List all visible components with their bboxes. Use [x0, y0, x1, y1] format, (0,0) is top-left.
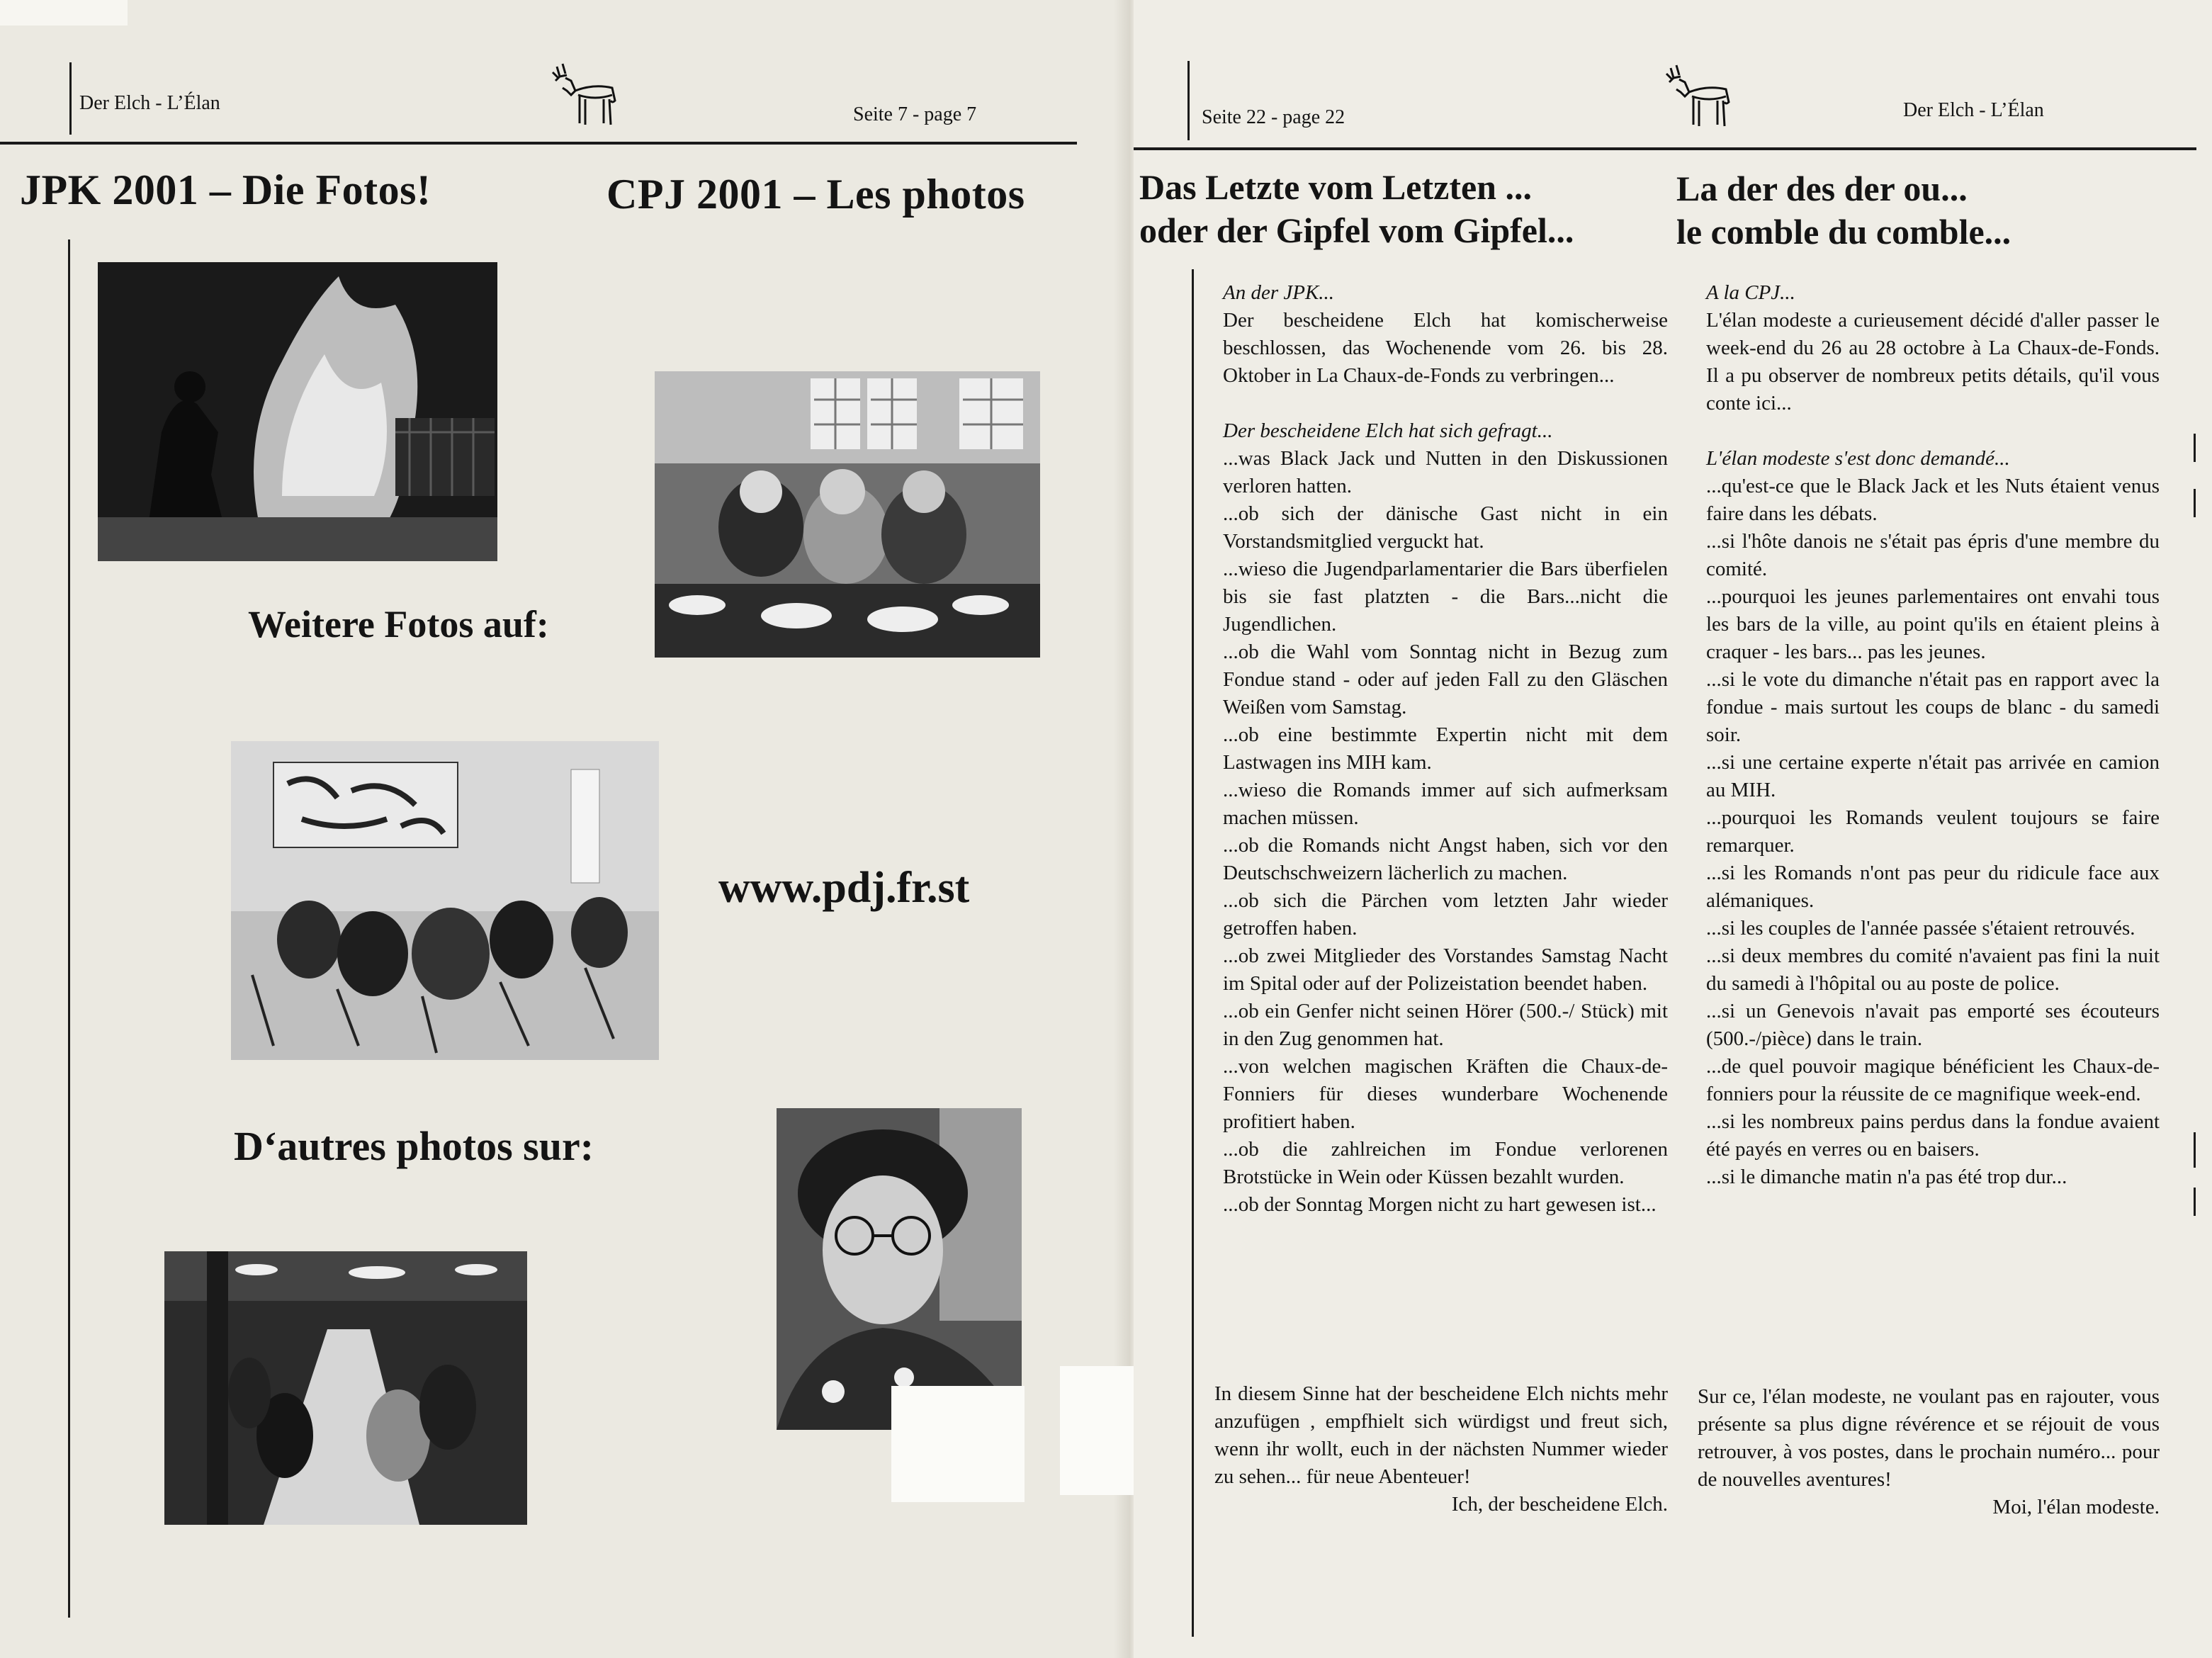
french-subheading: A la CPJ...	[1706, 281, 1795, 304]
closing-german-text: In diesem Sinne hat der bescheidene Elch nichts mehr anzufügen , empfhielt sich würdigst und freut sich, wenn ihr wollt, euch in der nächsten Nummer wieder zu sehen... für neue Abenteuer!	[1214, 1382, 1668, 1488]
header-divider-right	[1187, 61, 1190, 140]
title-french	[1676, 167, 2011, 254]
title-german: JPK 2001 – Die Fotos!	[20, 167, 431, 213]
french-paragraph: ...si le dimanche matin n'a pas été trop dur...	[1706, 1166, 2067, 1188]
german-paragraph: ...was Black Jack und Nutten in den Diskussionen verloren hatten.	[1223, 447, 1668, 497]
scan-mark	[2194, 1188, 2196, 1216]
header-publication-name: Der Elch - L’Élan	[79, 92, 220, 114]
french-paragraph: ...pourquoi les jeunes parlementaires ont envahi tous les bars de la ville, au point qu'ils en étaient pleins à craquer - les bars... pas les jeunes.	[1706, 585, 2160, 663]
photo-group-toast	[655, 371, 1040, 658]
photo-bonfire	[98, 262, 497, 561]
french-paragraph: L'élan modeste a curieusement décidé d'aller passer le week-end du 26 au 28 octobre à La Chaux-de-Fonds. Il a pu observer de nombreux petits détails, qu'il vous conte ici...	[1706, 309, 2160, 414]
scan-mark	[2194, 1132, 2196, 1168]
signature-german: Ich, der bescheidene Elch.	[1451, 1493, 1668, 1516]
german-paragraph: ...ob zwei Mitglieder des Vorstandes Samstag Nacht im Spital oder auf der Polizeistation beendet haben.	[1223, 944, 1668, 995]
website-url: www.pdj.fr.st	[718, 864, 970, 912]
scan-mark	[2194, 489, 2196, 517]
german-paragraph: ...wieso die Romands immer auf sich aufmerksam machen müssen.	[1223, 779, 1668, 829]
french-paragraph: ...pourquoi les Romands veulent toujours se faire remarquer.	[1706, 806, 2160, 857]
elk-logo-icon	[1658, 61, 1736, 139]
more-photos-de: Weitere Fotos auf:	[248, 603, 549, 645]
german-spacer	[1223, 390, 1668, 417]
header-page-number: Seite 22 - page 22	[1202, 106, 1345, 128]
french-lines	[1706, 279, 2160, 1191]
photo-portrait	[777, 1108, 1022, 1430]
left-margin-rule	[68, 239, 70, 1618]
french-paragraph: ...si les couples de l'année passée s'étaient retrouvés.	[1706, 917, 2135, 940]
german-paragraph: ...ob die Wahl vom Sonntag nicht in Bezug zum Fondue stand - oder auf jeden Fall zu den Gläschen Weißen vom Samstag.	[1223, 641, 1668, 718]
elk-logo-icon	[544, 60, 622, 137]
french-paragraph: ...si les nombreux pains perdus dans la fondue avaient été payés en verres ou en baisers.	[1706, 1110, 2160, 1161]
german-subheading: An der JPK...	[1223, 281, 1335, 304]
french-paragraph: ...qu'est-ce que le Black Jack et les Nuts étaient venus faire dans les débats.	[1706, 475, 2160, 525]
french-paragraph: ...si une certaine experte n'était pas arrivée en camion au MIH.	[1706, 751, 2160, 801]
french-spacer	[1706, 417, 2160, 445]
german-paragraph: Der bescheidene Elch hat komischerweise beschlossen, das Wochenende vom 26. bis 28. Oktober in La Chaux-de-Fonds zu verbringen...	[1223, 309, 1668, 387]
french-paragraph: ...si l'hôte danois ne s'était pas épris d'une membre du comité.	[1706, 530, 2160, 580]
german-paragraph: ...ob eine bestimmte Expertin nicht mit dem Lastwagen ins MIH kam.	[1223, 723, 1668, 774]
signature-french: Moi, l'élan modeste.	[1992, 1496, 2160, 1518]
closing-french-text: Sur ce, l'élan modeste, ne voulant pas en rajouter, vous présente sa plus digne révérence et se réjouit de vous retrouver, à vos postes, dans le prochain numéro... pour de nouvelles aventures!	[1698, 1385, 2160, 1491]
left-margin-rule	[1192, 269, 1194, 1637]
column-german	[1223, 279, 1668, 1219]
title-french-line1: La der des der ou...	[1676, 169, 1968, 208]
header-rule	[0, 142, 1077, 145]
german-subheading: Der bescheidene Elch hat sich gefragt...	[1223, 419, 1553, 442]
header-divider-left	[69, 62, 72, 135]
scan-corner	[0, 0, 128, 26]
closing-german	[1214, 1380, 1668, 1518]
german-paragraph: ...ob die Romands nicht Angst haben, sich vor den Deutschschweizern lächerlich zu machen.	[1223, 834, 1668, 884]
german-paragraph: ...ob die zahlreichen im Fondue verlorenen Brotstücke in Wein oder Küssen bezahlt wurden.	[1223, 1138, 1668, 1188]
title-german-line1: Das Letzte vom Letzten ...	[1139, 167, 1532, 207]
header-page-number: Seite 7 - page 7	[853, 103, 977, 125]
german-paragraph: ...ob ein Genfer nicht seinen Hörer (500.-/ Stück) mit in den Zug genommen hat.	[1223, 1000, 1668, 1050]
french-paragraph: ...si deux membres du comité n'avaient pas fini la nuit du samedi à l'hôpital ou au poste de police.	[1706, 944, 2160, 995]
title-german	[1139, 166, 1574, 252]
german-paragraph: ...ob sich die Pärchen vom letzten Jahr wieder getroffen haben.	[1223, 889, 1668, 940]
photo-meeting-circle	[231, 741, 659, 1060]
german-paragraph: ...ob der Sonntag Morgen nicht zu hart gewesen ist...	[1223, 1193, 1657, 1216]
french-paragraph: ...de quel pouvoir magique bénéficient les Chaux-de-fonniers pour la réussite de ce magnifique week-end.	[1706, 1055, 2160, 1105]
closing-french	[1698, 1383, 2160, 1521]
scan-mark	[2194, 434, 2196, 462]
french-paragraph: ...si le vote du dimanche n'était pas en rapport avec la fondue - mais surtout les coups de blanc - du samedi soir.	[1706, 668, 2160, 746]
more-photos-fr: D‘autres photos sur:	[234, 1123, 594, 1169]
title-french-line2: le comble du comble...	[1676, 212, 2011, 252]
header-publication-name: Der Elch - L’Élan	[1903, 99, 2044, 121]
title-german-line2: oder der Gipfel vom Gipfel...	[1139, 210, 1574, 250]
header-rule	[1134, 147, 2196, 150]
french-paragraph: ...si les Romands n'ont pas peur du ridicule face aux alémaniques.	[1706, 862, 2160, 912]
title-french: CPJ 2001 – Les photos	[606, 171, 1025, 218]
right-page	[1134, 0, 2212, 1658]
german-paragraph: ...wieso die Jugendparlamentarier die Bars überfielen bis sie fast platzten - die Bars...nicht die Jugendlichen.	[1223, 558, 1668, 636]
paper-patch	[891, 1386, 1025, 1502]
column-french	[1706, 279, 2160, 1191]
german-paragraph: ...von welchen magischen Kräften die Chaux-de-Fonniers für dieses wunderbare Wochenende profitiert haben.	[1223, 1055, 1668, 1133]
photo-dining-hall	[164, 1251, 527, 1525]
french-subheading: L'élan modeste s'est donc demandé...	[1706, 447, 2010, 470]
german-paragraph: ...ob sich der dänische Gast nicht in ein Vorstandsmitglied verguckt hat.	[1223, 502, 1668, 553]
french-paragraph: ...si un Genevois n'avait pas emporté ses écouteurs (500.-/pièce) dans le train.	[1706, 1000, 2160, 1050]
german-lines	[1223, 279, 1668, 1219]
